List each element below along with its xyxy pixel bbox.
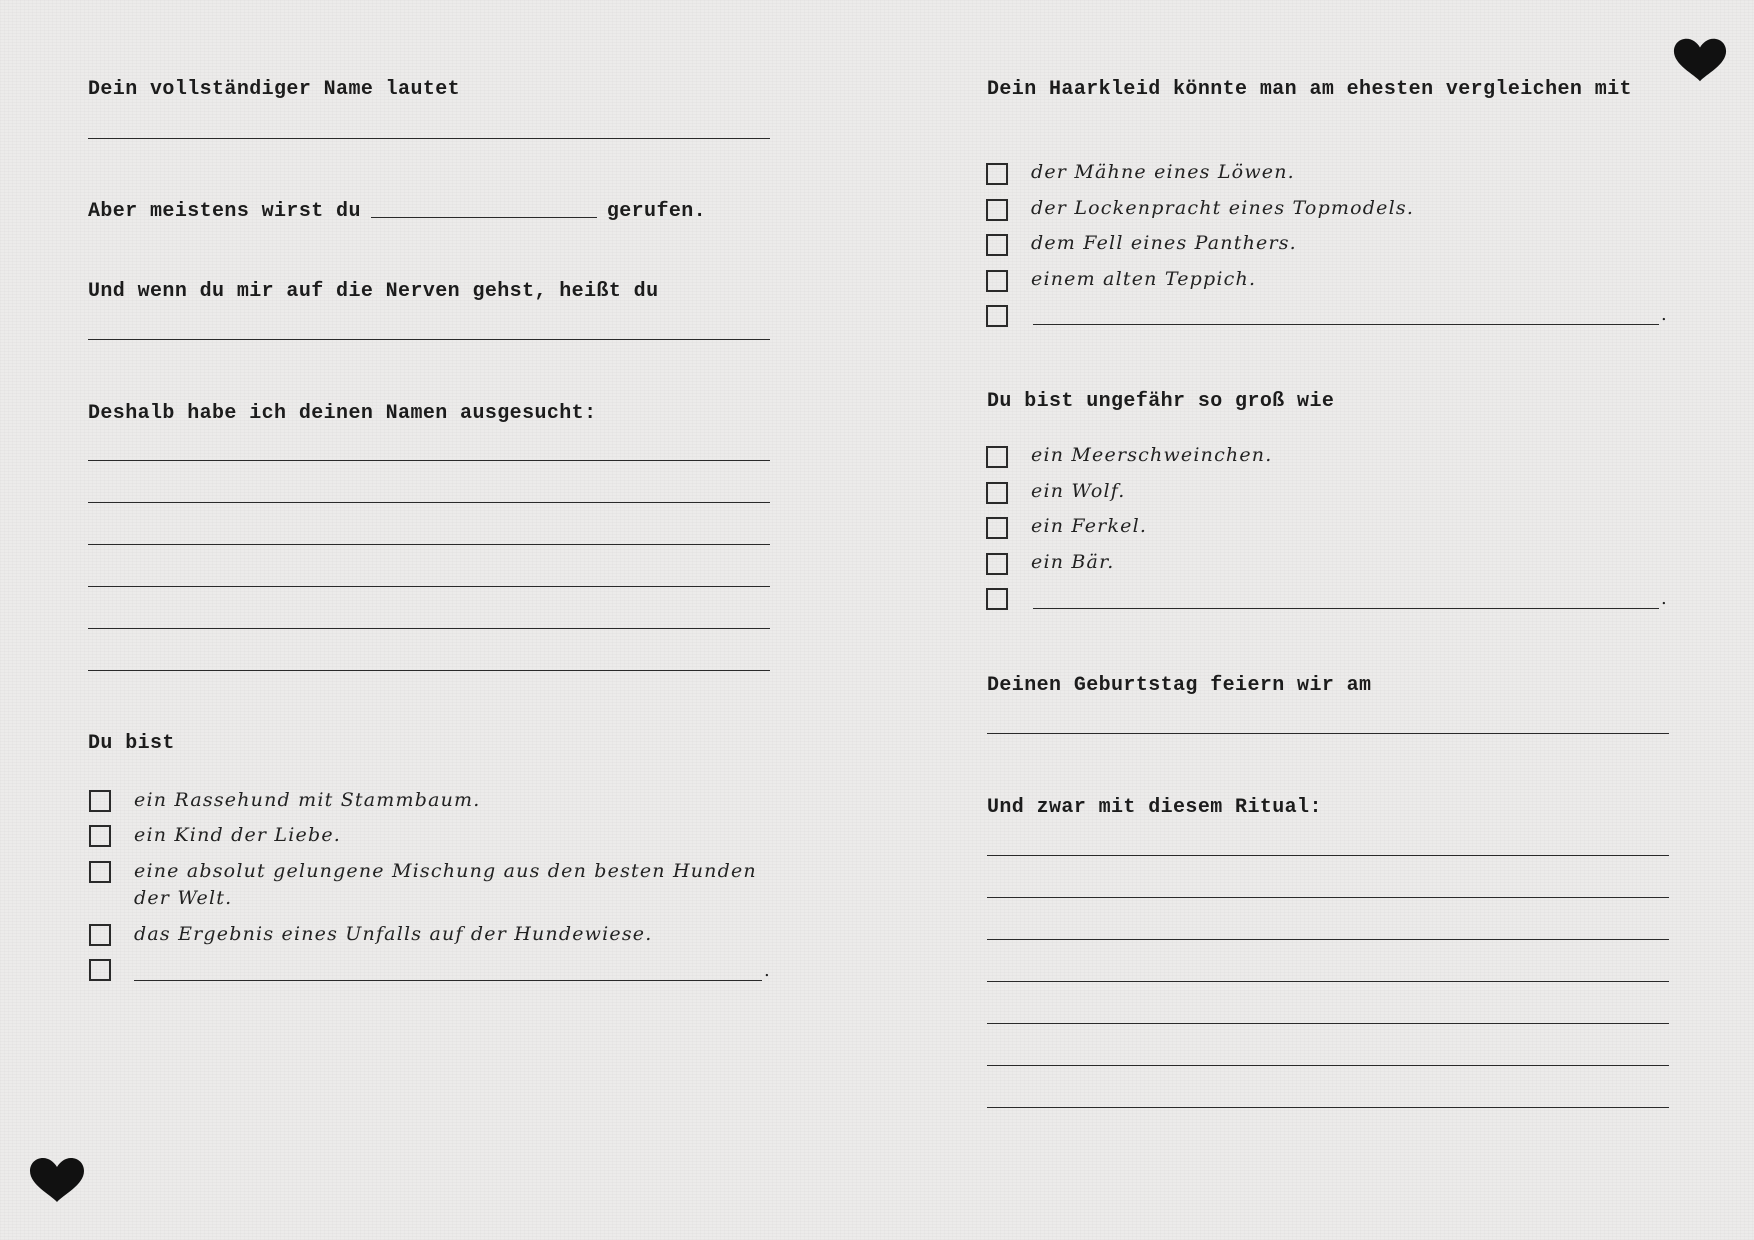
other-write-line[interactable] — [134, 980, 762, 981]
checkbox-other[interactable] — [89, 959, 111, 981]
checkbox-love-child[interactable] — [89, 825, 111, 847]
question-size: Du bist ungefähr so groß wie — [987, 390, 1335, 413]
ritual-write-line-1[interactable] — [987, 855, 1669, 856]
ritual-write-line-2[interactable] — [987, 897, 1669, 898]
nickname-text-after: gerufen. — [606, 200, 707, 223]
question-ritual: Und zwar mit diesem Ritual: — [987, 796, 1322, 819]
reason-write-line-5[interactable] — [88, 628, 770, 629]
option-accident: das Ergebnis eines Unfalls auf der Hundewiese. — [134, 923, 653, 945]
checkbox-accident[interactable] — [89, 924, 111, 946]
ritual-write-line-7[interactable] — [987, 1107, 1669, 1108]
question-full-name: Dein vollständiger Name lautet — [88, 78, 461, 101]
option-wolf: ein Wolf. — [1031, 480, 1126, 502]
question-birthday: Deinen Geburtstag feiern wir am — [987, 674, 1372, 697]
option-bear: ein Bär. — [1031, 551, 1115, 573]
question-fur: Dein Haarkleid könnte man am ehesten vergleichen mit — [987, 78, 1632, 101]
heart-icon — [28, 1158, 86, 1202]
reason-write-line-3[interactable] — [88, 544, 770, 545]
other-period: . — [764, 960, 770, 981]
question-name-reason: Deshalb habe ich deinen Namen ausgesucht: — [88, 402, 597, 425]
size-other-period: . — [1661, 588, 1667, 609]
birthday-write-line[interactable] — [987, 733, 1669, 734]
option-topmodel-curls: der Lockenpracht eines Topmodels. — [1031, 197, 1415, 219]
reason-write-line-4[interactable] — [88, 586, 770, 587]
checkbox-topmodel-curls[interactable] — [986, 199, 1008, 221]
checkbox-best-mix[interactable] — [89, 861, 111, 883]
fur-other-write-line[interactable] — [1033, 324, 1659, 325]
option-old-carpet: einem alten Teppich. — [1031, 268, 1257, 290]
reason-write-line-1[interactable] — [88, 460, 770, 461]
option-piglet: ein Ferkel. — [1031, 515, 1148, 537]
checkbox-size-other[interactable] — [986, 588, 1008, 610]
question-annoyed-name: Und wenn du mir auf die Nerven gehst, heißt du — [88, 280, 659, 303]
checkbox-fur-other[interactable] — [986, 305, 1008, 327]
option-love-child: ein Kind der Liebe. — [134, 824, 342, 846]
question-nickname — [88, 198, 706, 226]
right-page — [877, 0, 1754, 1240]
checkbox-pedigree[interactable] — [89, 790, 111, 812]
option-lion-mane: der Mähne eines Löwen. — [1031, 161, 1295, 183]
option-best-mix: eine absolut gelungene Mischung aus den besten Hunden der Welt. — [134, 860, 757, 909]
ritual-write-line-6[interactable] — [987, 1065, 1669, 1066]
reason-write-line-6[interactable] — [88, 670, 770, 671]
checkbox-panther-fur[interactable] — [986, 234, 1008, 256]
nickname-blank[interactable] — [371, 217, 597, 218]
checkbox-bear[interactable] — [986, 553, 1008, 575]
size-other-write-line[interactable] — [1033, 608, 1659, 609]
checkbox-old-carpet[interactable] — [986, 270, 1008, 292]
heart-icon — [1672, 38, 1728, 82]
full-name-write-line[interactable] — [88, 138, 770, 139]
ritual-write-line-3[interactable] — [987, 939, 1669, 940]
checkbox-lion-mane[interactable] — [986, 163, 1008, 185]
reason-write-line-2[interactable] — [88, 502, 770, 503]
option-pedigree: ein Rassehund mit Stammbaum. — [134, 789, 481, 811]
checkbox-wolf[interactable] — [986, 482, 1008, 504]
nickname-text-before: Aber meistens wirst du — [88, 200, 361, 223]
ritual-write-line-4[interactable] — [987, 981, 1669, 982]
option-guinea-pig: ein Meerschweinchen. — [1031, 444, 1273, 466]
ritual-write-line-5[interactable] — [987, 1023, 1669, 1024]
annoyed-name-write-line[interactable] — [88, 339, 770, 340]
option-panther-fur: dem Fell eines Panthers. — [1031, 232, 1297, 254]
question-you-are: Du bist — [88, 732, 175, 755]
checkbox-piglet[interactable] — [986, 517, 1008, 539]
checkbox-guinea-pig[interactable] — [986, 446, 1008, 468]
fur-other-period: . — [1661, 304, 1667, 325]
